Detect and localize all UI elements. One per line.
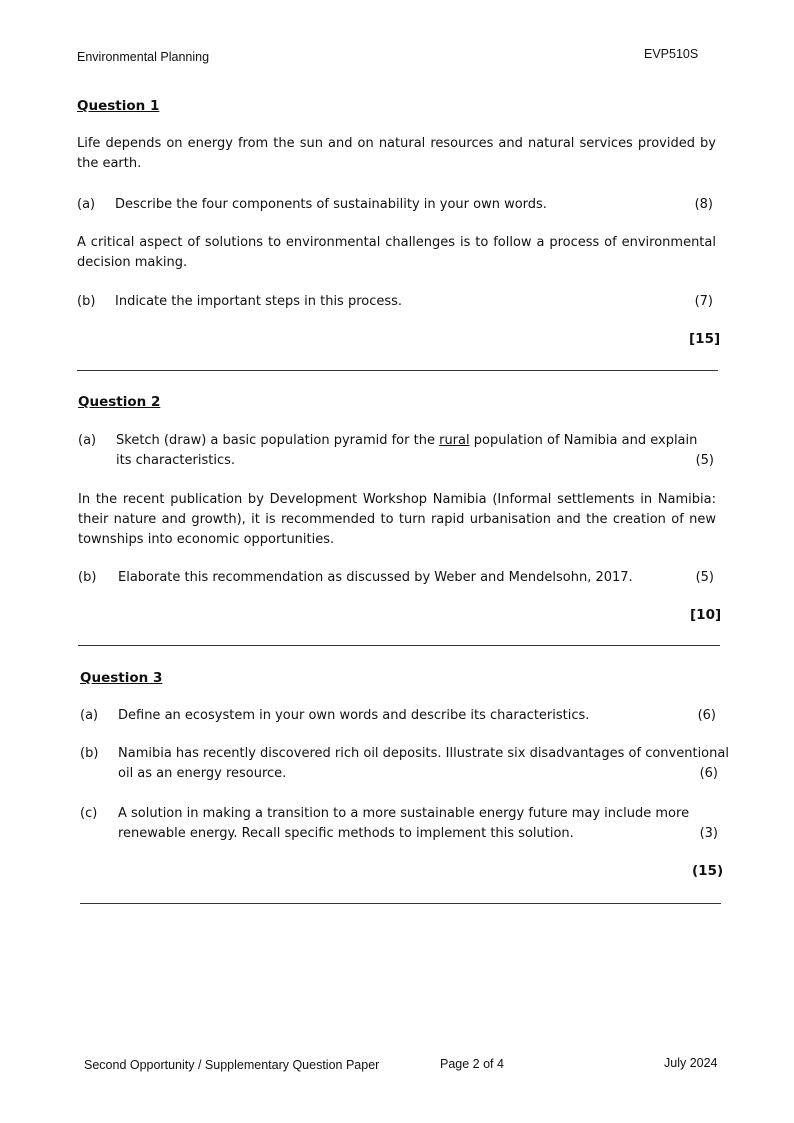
question-2a-text-end: population of Namibia and explain [469, 433, 698, 448]
question-3a-marks: (6) [697, 708, 716, 723]
question-1b [77, 292, 713, 312]
question-3-title: Question 3 [80, 670, 163, 686]
question-2b-marks: (5) [695, 570, 714, 585]
divider-1 [77, 370, 718, 371]
footer-date: July 2024 [664, 1056, 718, 1070]
question-2-total: [10] [690, 607, 722, 623]
question-1a-label: (a) [77, 197, 96, 212]
question-2a-text-start: Sketch (draw) a basic population pyramid for the [116, 433, 440, 448]
question-3c-text-line-2: renewable energy. Recall specific methods to implement this solution. [118, 826, 574, 841]
question-3a-label: (a) [80, 708, 99, 723]
footer-page-number: Page 2 of 4 [440, 1057, 504, 1071]
question-1b-marks: (7) [694, 294, 713, 309]
course-code: EVP510S [644, 47, 699, 61]
question-1-total: [15] [689, 331, 721, 347]
question-2b-text: Elaborate this recommendation as discussed by Weber and Mendelsohn, 2017. [118, 570, 633, 585]
question-2a-text-line-2: its characteristics. [116, 453, 236, 468]
question-1a-marks: (8) [694, 197, 713, 212]
question-1a [77, 195, 713, 215]
divider-2 [78, 645, 720, 646]
question-2-intro: In the recent publication by Development Workshop Namibia (Informal settlements in Namibia: their nature and growth), it is recommended to turn rapid urbanisation and the creation of new townships into economic opportunities. [78, 492, 716, 547]
question-2a [78, 431, 714, 471]
question-2b [78, 568, 714, 588]
footer-paper-type: Second Opportunity / Supplementary Question Paper [84, 1058, 380, 1072]
question-1b-text: Indicate the important steps in this process. [115, 294, 403, 309]
question-3c-label: (c) [80, 806, 98, 821]
question-3b-label: (b) [80, 746, 99, 761]
question-2a-label: (a) [78, 433, 97, 448]
question-2a-marks: (5) [695, 453, 714, 468]
question-3b [80, 744, 729, 784]
question-1a-text: Describe the four components of sustainability in your own words. [115, 197, 547, 212]
course-name: Environmental Planning [77, 50, 210, 64]
question-1-title: Question 1 [77, 98, 160, 114]
question-3a [80, 706, 716, 726]
question-3b-text-line-1: Namibia has recently discovered rich oil deposits. Illustrate six disadvantages of conventional [118, 746, 729, 761]
question-2a-underlined-word: rural [439, 433, 470, 448]
question-1-intro-1: Life depends on energy from the sun and on natural resources and natural services provided by the earth. [77, 136, 716, 171]
question-1-intro-2: A critical aspect of solutions to environmental challenges is to follow a process of environmental decision making. [77, 235, 716, 270]
divider-3 [80, 903, 721, 904]
question-1b-label: (b) [77, 294, 96, 309]
question-3a-text: Define an ecosystem in your own words and describe its characteristics. [118, 708, 590, 723]
question-3-total: (15) [692, 863, 724, 879]
question-3c-text-line-1: A solution in making a transition to a more sustainable energy future may include more [118, 806, 690, 821]
question-3c-marks: (3) [699, 826, 718, 841]
question-2-title: Question 2 [78, 394, 161, 410]
question-2b-label: (b) [78, 570, 97, 585]
question-2a-text [116, 431, 697, 451]
question-3c [80, 804, 718, 844]
question-3b-marks: (6) [699, 766, 718, 781]
question-3b-text-line-2: oil as an energy resource. [118, 766, 287, 781]
